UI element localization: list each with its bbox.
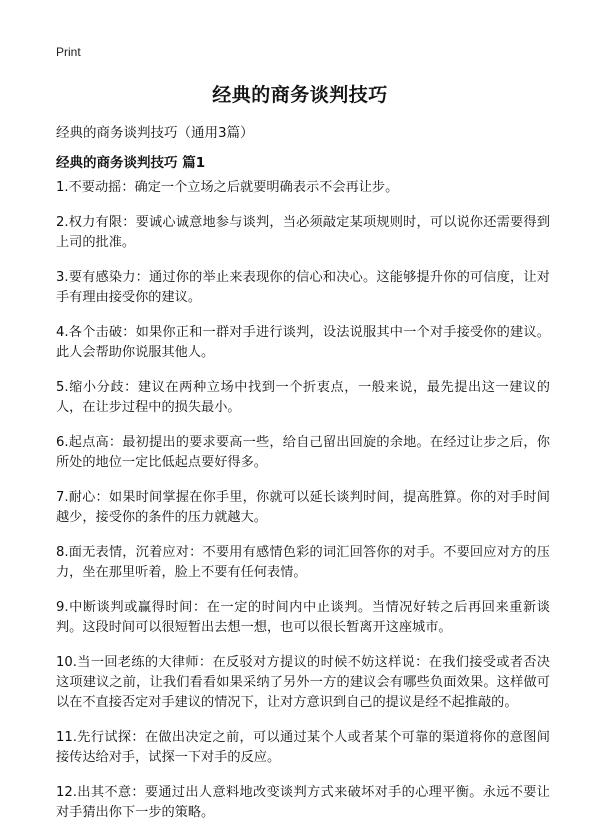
section-heading: 经典的商务谈判技巧 篇1 xyxy=(56,155,206,171)
tip-item: 7.耐心：如果时间掌握在你手里，你就可以延长谈判时间，提高胜算。你的对手时间越少，接受你的条件的压力就越大。 xyxy=(56,490,550,525)
tip-item: 2.权力有限：要诚心诚意地参与谈判，当必须敲定某项规则时，可以说你还需要得到上司的批准。 xyxy=(56,215,550,250)
tip-item: 9.中断谈判或赢得时间：在一定的时间内中止谈判。当情况好转之后再回来重新谈判。这段时间可以很短暂出去想一想，也可以很长暂离开这座城市。 xyxy=(56,600,550,635)
tip-item: 10.当一回老练的大律师：在反驳对方提议的时候不妨这样说：在我们接受或者否决这项建议之前，让我们看看如果采纳了另外一方的建议会有哪些负面效果。这样做可以在不直接否定对手建议的情况下，让对方意识到自己的提议是经不起推敲的。 xyxy=(56,655,550,710)
page-title: 经典的商务谈判技巧 xyxy=(212,84,388,106)
tip-item: 12.出其不意：要通过出人意料地改变谈判方式来破坏对手的心理平衡。永远不要让对手猜出你下一步的策略。 xyxy=(56,785,550,820)
tip-item: 3.要有感染力：通过你的举止来表现你的信心和决心。这能够提升你的可信度，让对手有理由接受你的建议。 xyxy=(56,270,550,305)
tip-item: 11.先行试探：在做出决定之前，可以通过某个人或者某个可靠的渠道将你的意图间接传达给对手，试探一下对手的反应。 xyxy=(56,730,550,765)
print-link[interactable]: Print xyxy=(56,45,81,59)
tip-item: 8.面无表情，沉着应对：不要用有感情色彩的词汇回答你的对手。不要回应对方的压力，坐在那里听着，脸上不要有任何表情。 xyxy=(56,545,550,580)
tip-item: 5.缩小分歧：建议在两种立场中找到一个折衷点，一般来说，最先提出这一建议的人，在让步过程中的损失最小。 xyxy=(56,380,550,415)
document-subtitle: 经典的商务谈判技巧（通用3篇） xyxy=(56,125,254,141)
tip-item: 1.不要动摇：确定一个立场之后就要明确表示不会再让步。 xyxy=(56,180,399,195)
tip-item: 4.各个击破：如果你正和一群对手进行谈判，设法说服其中一个对手接受你的建议。此人会帮助你说服其他人。 xyxy=(56,325,550,360)
tip-item: 6.起点高：最初提出的要求要高一些，给自己留出回旋的余地。在经过让步之后，你所处的地位一定比低起点要好得多。 xyxy=(56,435,550,470)
tips-list xyxy=(56,178,550,838)
